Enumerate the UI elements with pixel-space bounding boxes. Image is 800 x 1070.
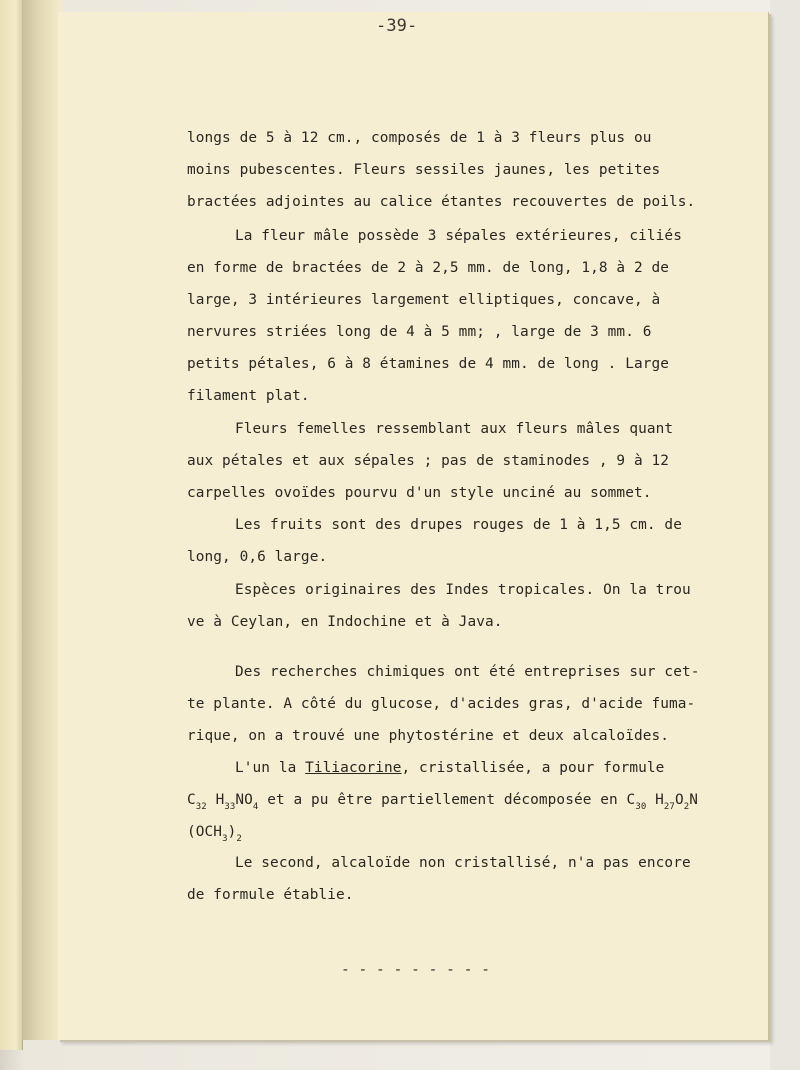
formula-subscript: 30 [635,802,647,812]
page-number: -39- [376,16,418,36]
text-line: petits pétales, 6 à 8 étamines de 4 mm. de long . Large [187,356,670,372]
text-fragment: et a pu être partiellement décomposée en [258,792,627,808]
text-line: long, 0,6 large. [187,549,328,565]
text-line [235,760,664,776]
text-line: rique, on a trouvé une phytostérine et deux alcaloïdes. [187,728,670,744]
text-line: Le second, alcaloïde non cristallisé, n'a pas encore [235,855,691,871]
binding-gutter [22,0,62,1040]
formula-element: NO [235,792,253,808]
alkaloid-name: Tiliacorine [305,760,402,776]
text-line: nervures striées long de 4 à 5 mm; , large de 3 mm. 6 [187,324,652,340]
formula-element: C [626,792,636,808]
text-line: large, 3 intérieures largement elliptiques, concave, à [187,292,661,308]
footer-rule: - - - - - - - - - [341,962,490,978]
formula-subscript: 4 [252,802,259,812]
text-line: de formule établie. [187,887,354,903]
text-line: moins pubescentes. Fleurs sessiles jaunes, les petites [187,162,661,178]
text-fragment: L'un la [235,760,306,776]
typed-page [58,12,769,1040]
text-line: ve à Ceylan, en Indochine et à Java. [187,614,503,630]
text-line: carpelles ovoïdes pourvu d'un style unciné au sommet. [187,485,652,501]
formula-element: H [655,792,664,808]
binding-edge [0,0,23,1050]
formula-element: N [689,792,698,808]
formula-element: C [187,792,196,808]
text-line: longs de 5 à 12 cm., composés de 1 à 3 fleurs plus ou [187,130,652,146]
text-line: te plante. A côté du glucose, d'acides gras, d'acide fuma- [187,696,696,712]
text-fragment: , cristallisée, a pour formule [401,760,665,776]
text-line: aux pétales et aux sépales ; pas de staminodes , 9 à 12 [187,453,670,469]
text-line: filament plat. [187,388,310,404]
formula-subscript: 2 [236,834,242,844]
text-line: Espèces originaires des Indes tropicales. On la trou [235,582,691,598]
text-line: en forme de bractées de 2 à 2,5 mm. de long, 1,8 à 2 de [187,260,670,276]
text-line: La fleur mâle possède 3 sépales extérieures, ciliés [235,228,682,244]
formula-element: O [674,792,684,808]
text-line: Les fruits sont des drupes rouges de 1 à 1,5 cm. de [235,517,682,533]
formula-subscript: 3 [222,834,228,844]
text-line: Des recherches chimiques ont été entreprises sur cet- [235,664,700,680]
formula-subscript: 27 [663,802,675,812]
formula-element: H [215,792,225,808]
scan-margin [770,0,800,1070]
formula-text: ) [227,824,237,840]
formula-line [187,792,698,810]
text-line: bractées adjointes au calice étantes recouvertes de poils. [187,194,696,210]
formula-subscript: 2 [683,802,690,812]
formula-subscript: 33 [224,802,236,812]
formula-subscript: 32 [195,802,207,812]
formula-line [187,824,242,842]
formula-text: (OCH [187,824,223,840]
text-line: Fleurs femelles ressemblant aux fleurs mâles quant [235,421,674,437]
